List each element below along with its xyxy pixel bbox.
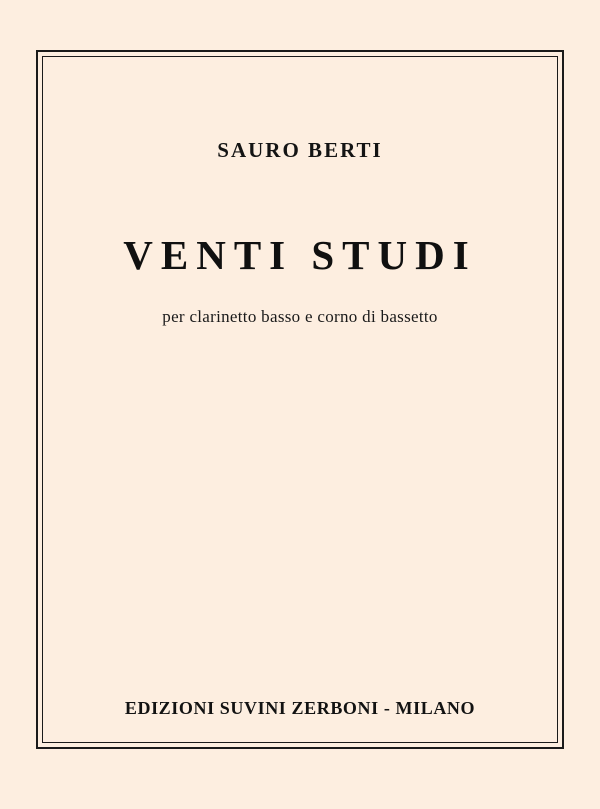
cover-content: [42, 56, 558, 743]
publisher-imprint: EDIZIONI SUVINI ZERBONI - MILANO: [124, 698, 476, 718]
page-title: VENTI STUDI: [123, 232, 477, 278]
subtitle-instrumentation: per clarinetto basso e corno di bassetto: [162, 307, 438, 326]
composer-name: SAURO BERTI: [217, 138, 383, 162]
